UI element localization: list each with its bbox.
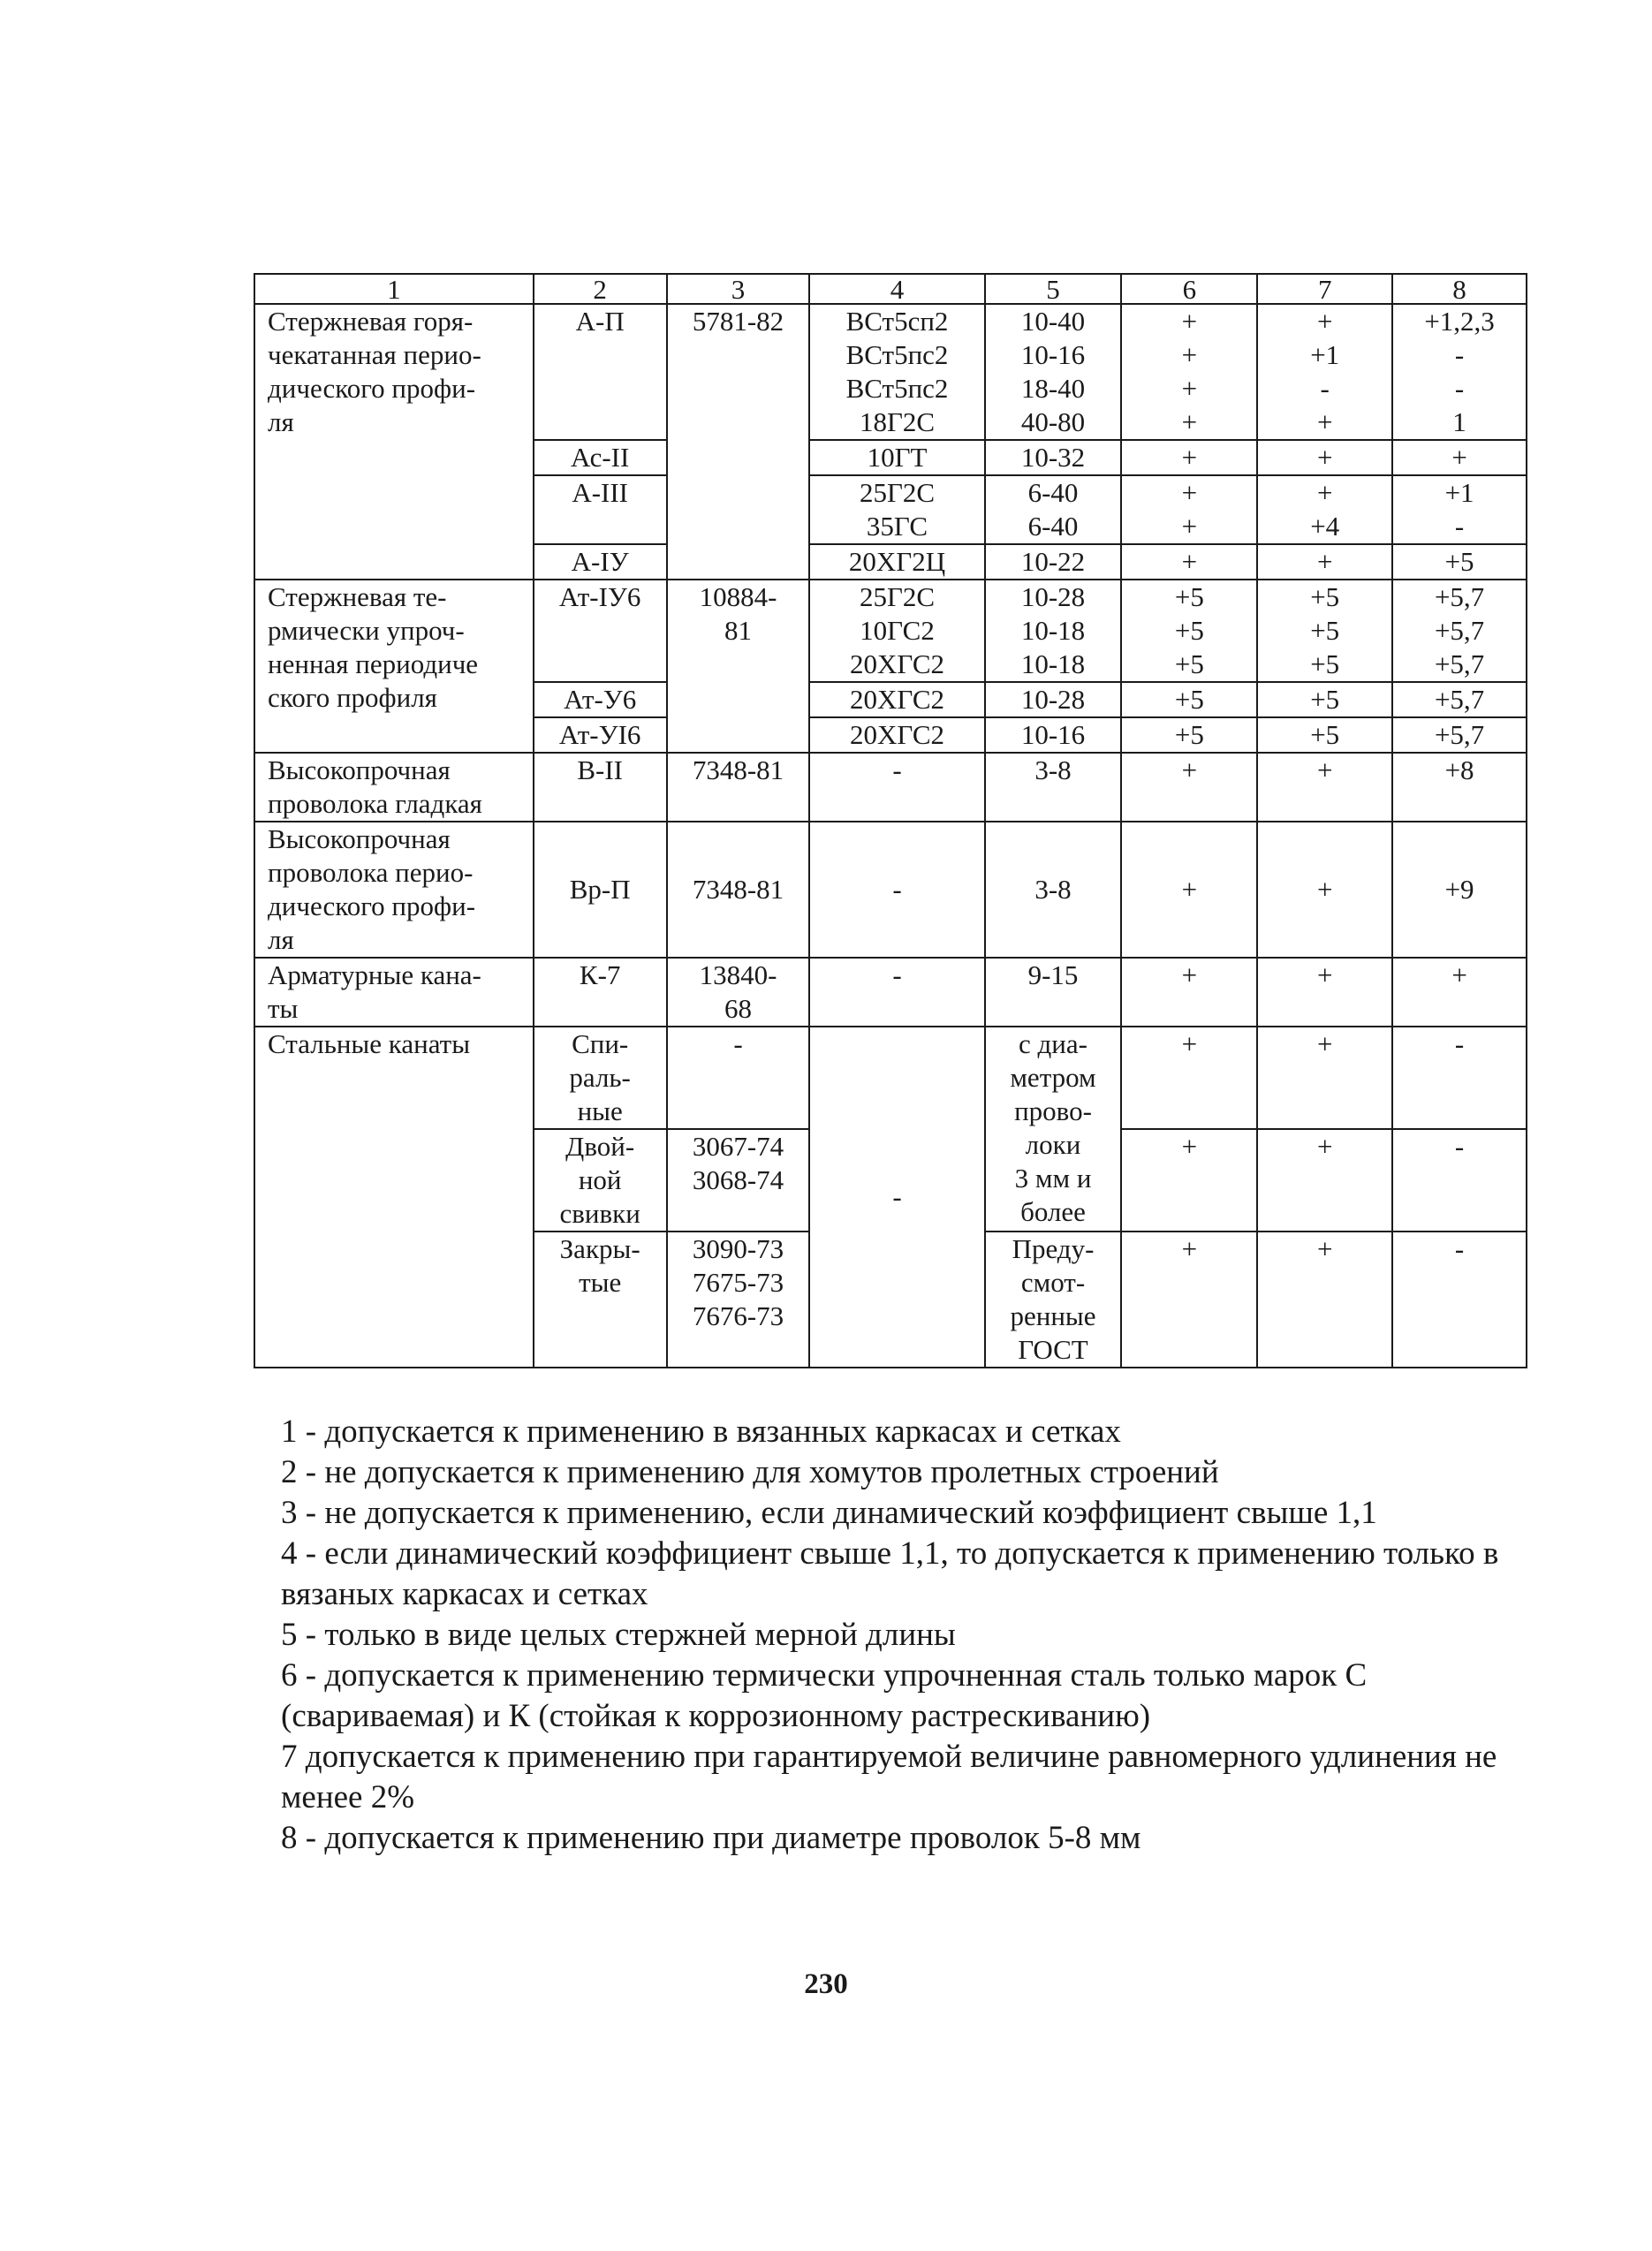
col6-cell: [1121, 304, 1257, 440]
table-row: [254, 1027, 1527, 1129]
gost-cell: [667, 753, 810, 822]
cell-line: 10ГТ: [867, 442, 928, 473]
category-cell: [254, 304, 534, 580]
cell-line: 20ХГС2: [849, 684, 945, 715]
cell-line: +5: [1310, 684, 1340, 715]
cell-line: 8: [1452, 274, 1466, 305]
category-cell: [254, 958, 534, 1027]
cell-line: 1: [387, 274, 401, 305]
cell-line: 1: [1452, 406, 1466, 437]
grade-cell: [809, 1027, 984, 1368]
cell-line: 6: [1182, 274, 1197, 305]
cell-line: 35ГС: [866, 511, 928, 542]
cell-line: 10-40: [1020, 306, 1086, 337]
cell-line: +5: [1310, 719, 1340, 750]
cell-line: -: [1454, 373, 1465, 404]
cell-line: дического профи-: [268, 891, 476, 921]
c6-cell: [1121, 753, 1257, 822]
col7-cell: [1257, 580, 1392, 682]
cell-line: +1,2,3: [1424, 306, 1495, 337]
gost-cell: [667, 822, 810, 958]
cell-line: +: [1181, 511, 1198, 542]
cell-line: Закры-: [559, 1233, 640, 1264]
cell-line: 3 мм и: [1014, 1163, 1092, 1194]
cell-line: 3-8: [1034, 754, 1072, 785]
grade-cell: [809, 475, 984, 544]
col7-cell: [1257, 1129, 1392, 1232]
cell-line: 25Г2С: [859, 581, 936, 612]
cell-line: +4: [1310, 511, 1340, 542]
column-header: [985, 274, 1122, 304]
col6-cell: [1121, 440, 1257, 475]
cell-line: Стержневая горя-: [268, 306, 474, 337]
cell-line: 10-32: [1020, 442, 1086, 473]
footnote: 1 - допускается к применению в вязанных каркасах и сетках: [281, 1414, 1121, 1450]
cell-line: 25Г2С: [859, 477, 936, 508]
cell-line: А-IУ: [571, 546, 629, 577]
cell-line: 40-80: [1020, 406, 1086, 437]
col6-cell: [1121, 1129, 1257, 1232]
cell-line: рмически упроч-: [268, 615, 465, 646]
col6-cell: [1121, 717, 1257, 753]
cell-line: В-II: [577, 754, 623, 785]
cell-line: 10-16: [1020, 339, 1086, 370]
cell-line: +: [1181, 959, 1198, 990]
footnotes: [281, 1412, 1518, 1859]
footnote: 5 - только в виде целых стержней мерной длины: [281, 1617, 956, 1653]
cell-line: +5: [1174, 648, 1204, 679]
cell-line: -: [1454, 511, 1465, 542]
col8-cell: [1392, 1232, 1527, 1368]
cell-line: Двой-: [565, 1131, 635, 1162]
col7-cell: [1257, 1232, 1392, 1368]
class-cell: [534, 580, 667, 682]
col8-cell: [1392, 440, 1527, 475]
diameter-cell: [985, 304, 1122, 440]
c6-cell: [1121, 822, 1257, 958]
c7-cell: [1257, 822, 1392, 958]
cell-line: +: [1451, 442, 1467, 473]
cell-line: ной: [578, 1164, 622, 1195]
cell-line: +5: [1444, 546, 1474, 577]
cell-line: +: [1316, 754, 1333, 785]
cell-line: раль-: [569, 1062, 631, 1093]
column-header: [1392, 274, 1527, 304]
cell-line: 10-22: [1020, 546, 1086, 577]
class-cell: [534, 717, 667, 753]
grade-cell: [809, 822, 984, 958]
cell-line: проволока гладкая: [268, 788, 482, 819]
reinforcement-table: [254, 273, 1527, 1368]
cell-line: 4: [890, 274, 905, 305]
gost-cell: [667, 1232, 810, 1368]
cell-line: -: [892, 1181, 902, 1212]
footnote: 8 - допускается к применению при диаметре проволок 5-8 мм: [281, 1820, 1141, 1856]
cell-line: К-7: [579, 959, 621, 990]
col7-cell: [1257, 475, 1392, 544]
footnote: 7 допускается к применению при гарантируемой величине равномерного удлинения не менее 2%: [281, 1739, 1497, 1815]
cell-line: Спи-: [572, 1028, 629, 1059]
cell-line: 20ХГС2: [849, 648, 945, 679]
gost-cell: [667, 958, 810, 1027]
cell-line: -: [1454, 1131, 1465, 1162]
cell-line: Преду-: [1012, 1233, 1095, 1264]
diameter-cell: [985, 544, 1122, 580]
cell-line: ВСт5пс2: [845, 373, 949, 404]
cell-line: ля: [268, 406, 294, 437]
cell-line: ля: [268, 924, 294, 955]
cell-line: +: [1316, 1233, 1333, 1264]
cell-line: чекатанная перио-: [268, 339, 481, 370]
class-cell: [534, 440, 667, 475]
cell-line: локи: [1025, 1129, 1081, 1160]
cell-line: 10-16: [1020, 719, 1086, 750]
cell-line: +9: [1444, 874, 1474, 905]
cell-line: 20ХГС2: [849, 719, 945, 750]
cell-line: 10-28: [1020, 684, 1086, 715]
diam-cell: [985, 822, 1122, 958]
c8-cell: [1392, 958, 1527, 1027]
cell-line: 18Г2С: [859, 406, 936, 437]
diam-cell: [985, 753, 1122, 822]
cell-line: +: [1181, 874, 1198, 905]
cell-line: -: [892, 874, 902, 905]
cell-line: +: [1181, 754, 1198, 785]
cell-line: +: [1181, 1131, 1198, 1162]
cell-line: ненная периодиче: [268, 648, 479, 679]
cell-line: А-П: [575, 306, 625, 337]
cell-line: Вр-П: [569, 874, 631, 905]
grade-cell: [809, 304, 984, 440]
col8-cell: [1392, 475, 1527, 544]
grade-cell: [809, 753, 984, 822]
col6-cell: [1121, 475, 1257, 544]
col8-cell: [1392, 580, 1527, 682]
grade-cell: [809, 440, 984, 475]
cell-line: +5,7: [1434, 648, 1485, 679]
diameter-cell: [985, 1232, 1122, 1368]
cell-line: Арматурные кана-: [268, 959, 481, 990]
col8-cell: [1392, 304, 1527, 440]
col7-cell: [1257, 304, 1392, 440]
column-header: [809, 274, 984, 304]
cell-line: ты: [268, 993, 299, 1024]
cell-line: +: [1316, 306, 1333, 337]
cell-line: Ас-II: [570, 442, 630, 473]
cell-line: 68: [724, 993, 753, 1024]
cell-line: +5: [1174, 615, 1204, 646]
category-cell: [254, 822, 534, 958]
grade-cell: [809, 580, 984, 682]
cell-line: -: [1454, 1028, 1465, 1059]
col8-cell: [1392, 544, 1527, 580]
cell-line: +5: [1310, 615, 1340, 646]
cell-line: +: [1181, 406, 1198, 437]
class-cell: [534, 753, 667, 822]
cell-line: 3067-74: [692, 1131, 784, 1162]
cell-line: +5,7: [1434, 581, 1485, 612]
class-cell: [534, 304, 667, 440]
cell-line: -: [1454, 339, 1465, 370]
cell-line: +: [1316, 442, 1333, 473]
column-header: [1257, 274, 1392, 304]
cell-line: Высокопрочная: [268, 823, 451, 854]
cell-line: +: [1181, 546, 1198, 577]
cell-line: 3090-73: [692, 1233, 784, 1264]
cell-line: Стержневая тe-: [268, 581, 447, 612]
cell-line: 10ГС2: [860, 615, 935, 646]
class-cell: [534, 544, 667, 580]
diam-cell: [985, 958, 1122, 1027]
cell-line: Высокопрочная: [268, 754, 451, 785]
cell-line: +: [1181, 306, 1198, 337]
class-cell: [534, 1129, 667, 1232]
diameter-cell: [985, 1027, 1122, 1232]
page-number: 230: [804, 1968, 848, 2000]
cell-line: +: [1316, 406, 1333, 437]
col8-cell: [1392, 1129, 1527, 1232]
cell-line: +5,7: [1434, 719, 1485, 750]
col8-cell: [1392, 717, 1527, 753]
class-cell: [534, 475, 667, 544]
column-header: [534, 274, 667, 304]
cell-line: тые: [579, 1267, 622, 1298]
gost-cell: [667, 304, 810, 580]
cell-line: ГОСТ: [1018, 1334, 1088, 1365]
class-cell: [534, 1232, 667, 1368]
cell-line: +1: [1310, 339, 1340, 370]
cell-line: +: [1316, 546, 1333, 577]
c6-cell: [1121, 958, 1257, 1027]
cell-line: +5: [1174, 581, 1204, 612]
cell-line: +5,7: [1434, 615, 1485, 646]
cell-line: ренные: [1010, 1300, 1096, 1331]
grade-cell: [809, 958, 984, 1027]
cell-line: 6-40: [1027, 511, 1079, 542]
cell-line: +: [1316, 874, 1333, 905]
cell-line: ВСт5пс2: [845, 339, 949, 370]
gost-cell: [667, 580, 810, 753]
col7-cell: [1257, 682, 1392, 717]
cell-line: 10-18: [1020, 648, 1086, 679]
cell-line: Стальные канаты: [268, 1028, 471, 1059]
table-row: [254, 304, 1527, 440]
col8-cell: [1392, 682, 1527, 717]
table-row: [254, 580, 1527, 682]
col7-cell: [1257, 440, 1392, 475]
cell-line: 13840-: [699, 959, 777, 990]
cell-line: +: [1316, 477, 1333, 508]
cell-line: А-III: [572, 477, 628, 508]
cell-line: 7: [1317, 274, 1332, 305]
cell-line: +: [1181, 1028, 1198, 1059]
footnote: 4 - если динамический коэффициент свыше 1,1, то допускается к применению только в вязаных каркасах и сетках: [281, 1535, 1499, 1612]
diameter-cell: [985, 440, 1122, 475]
c7-cell: [1257, 753, 1392, 822]
cell-line: 5781-82: [692, 306, 784, 337]
category-cell: [254, 753, 534, 822]
cell-line: -: [1320, 373, 1330, 404]
header-row: [254, 274, 1527, 304]
cell-line: +8: [1444, 754, 1474, 785]
category-cell: [254, 580, 534, 753]
col6-cell: [1121, 1232, 1257, 1368]
cell-line: 3: [731, 274, 746, 305]
footnote: 2 - не допускается к применению для хомутов пролетных строений: [281, 1454, 1219, 1490]
footnote: 6 - допускается к применению термически упрочненная сталь только марок С (свариваемая) и К (стойкая к коррозионному растрескиванию): [281, 1657, 1368, 1734]
cell-line: +: [1181, 339, 1198, 370]
cell-line: 10-18: [1020, 615, 1086, 646]
cell-line: метром: [1010, 1062, 1096, 1093]
diameter-cell: [985, 475, 1122, 544]
cell-line: +: [1451, 959, 1467, 990]
col6-cell: [1121, 580, 1257, 682]
diameter-cell: [985, 580, 1122, 682]
class-cell: [534, 822, 667, 958]
cell-line: -: [733, 1028, 743, 1059]
category-cell: [254, 1027, 534, 1368]
cell-line: +: [1316, 959, 1333, 990]
cell-line: -: [1454, 1233, 1465, 1264]
cell-line: 2: [593, 274, 607, 305]
diameter-cell: [985, 717, 1122, 753]
class-cell: [534, 958, 667, 1027]
cell-line: 7348-81: [692, 874, 784, 905]
cell-line: смот-: [1020, 1267, 1086, 1298]
cell-line: 10-28: [1020, 581, 1086, 612]
cell-line: 3068-74: [692, 1164, 784, 1195]
footnote: 3 - не допускается к применению, если динамический коэффициент свыше 1,1: [281, 1495, 1377, 1531]
col6-cell: [1121, 544, 1257, 580]
cell-line: +: [1181, 442, 1198, 473]
col8-cell: [1392, 1027, 1527, 1129]
cell-line: -: [892, 754, 902, 785]
cell-line: 7348-81: [692, 754, 784, 785]
cell-line: 18-40: [1020, 373, 1086, 404]
table-row: [254, 753, 1527, 822]
cell-line: прово-: [1014, 1095, 1092, 1126]
col7-cell: [1257, 544, 1392, 580]
cell-line: 5: [1046, 274, 1060, 305]
col7-cell: [1257, 717, 1392, 753]
cell-line: более: [1020, 1196, 1086, 1227]
grade-cell: [809, 682, 984, 717]
cell-line: ВСт5сп2: [845, 306, 949, 337]
cell-line: +1: [1444, 477, 1474, 508]
cell-line: 20ХГ2Ц: [848, 546, 946, 577]
c8-cell: [1392, 822, 1527, 958]
cell-line: дического профи-: [268, 373, 476, 404]
cell-line: +5: [1174, 719, 1204, 750]
col7-cell: [1257, 1027, 1392, 1129]
grade-cell: [809, 544, 984, 580]
cell-line: +5,7: [1434, 684, 1485, 715]
class-cell: [534, 1027, 667, 1129]
column-header: [667, 274, 810, 304]
cell-line: +: [1181, 477, 1198, 508]
cell-line: +: [1316, 1028, 1333, 1059]
cell-line: +5: [1310, 648, 1340, 679]
cell-line: 7675-73: [692, 1267, 784, 1298]
cell-line: ского профиля: [268, 682, 437, 713]
col6-cell: [1121, 1027, 1257, 1129]
table-row: [254, 822, 1527, 958]
diameter-cell: [985, 682, 1122, 717]
cell-line: 3-8: [1034, 874, 1072, 905]
table-row: [254, 958, 1527, 1027]
cell-line: 81: [724, 615, 753, 646]
cell-line: +: [1316, 1131, 1333, 1162]
cell-line: 9-15: [1027, 959, 1079, 990]
cell-line: 10884-: [699, 581, 777, 612]
cell-line: -: [892, 959, 902, 990]
c7-cell: [1257, 958, 1392, 1027]
cell-line: +: [1181, 373, 1198, 404]
grade-cell: [809, 717, 984, 753]
cell-line: Ат-У6: [564, 684, 637, 715]
column-header: [1121, 274, 1257, 304]
c8-cell: [1392, 753, 1527, 822]
cell-line: +5: [1174, 684, 1204, 715]
col6-cell: [1121, 682, 1257, 717]
cell-line: +: [1181, 1233, 1198, 1264]
cell-line: проволока перио-: [268, 857, 474, 888]
cell-line: 7676-73: [692, 1300, 784, 1331]
gost-cell: [667, 1129, 810, 1232]
cell-line: Ат-IУ6: [558, 581, 641, 612]
column-header: [254, 274, 534, 304]
class-cell: [534, 682, 667, 717]
cell-line: ные: [577, 1095, 623, 1126]
cell-line: свивки: [559, 1198, 640, 1229]
cell-line: 6-40: [1027, 477, 1079, 508]
gost-cell: [667, 1027, 810, 1129]
cell-line: +5: [1310, 581, 1340, 612]
cell-line: с диа-: [1019, 1028, 1087, 1059]
cell-line: Ат-УI6: [558, 719, 641, 750]
